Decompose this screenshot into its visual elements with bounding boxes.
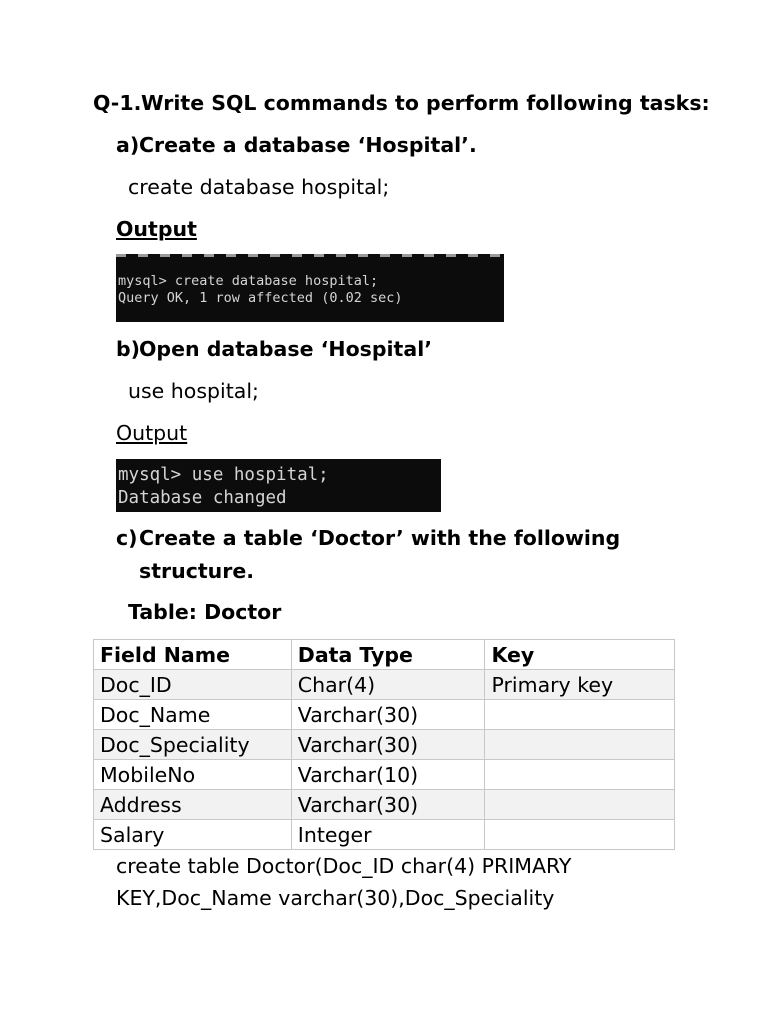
task-c-title-line1: Create a table ‘Doctor’ with the following xyxy=(139,526,621,550)
table-cell: Doc_ID xyxy=(94,670,292,700)
task-c-title-line2: structure. xyxy=(139,559,255,583)
table-cell xyxy=(485,790,675,820)
table-cell: Doc_Speciality xyxy=(94,730,292,760)
table-cell: Varchar(30) xyxy=(291,730,485,760)
table-cell: MobileNo xyxy=(94,760,292,790)
table-cell xyxy=(485,760,675,790)
table-row xyxy=(94,730,675,760)
task-a-title: Create a database ‘Hospital’. xyxy=(139,133,477,157)
task-a-label: a) xyxy=(116,133,140,157)
task-a-output-label: Output xyxy=(116,217,197,241)
table-cell: Address xyxy=(94,790,292,820)
table-cell xyxy=(485,700,675,730)
task-a-terminal-output xyxy=(116,254,504,322)
create-table-command-line1: create table Doctor(Doc_ID char(4) PRIMARY xyxy=(116,854,572,878)
task-a-command: create database hospital; xyxy=(128,175,390,199)
question-text: Write SQL commands to perform following tasks: xyxy=(141,91,710,115)
table-cell xyxy=(485,820,675,850)
task-b-command: use hospital; xyxy=(128,379,259,403)
column-header: Data Type xyxy=(291,640,485,670)
table-cell: Doc_Name xyxy=(94,700,292,730)
terminal-line: Query OK, 1 row affected (0.02 sec) xyxy=(118,290,403,306)
table-cell: Varchar(30) xyxy=(291,790,485,820)
column-header: Field Name xyxy=(94,640,292,670)
table-cell: Integer xyxy=(291,820,485,850)
table-row xyxy=(94,790,675,820)
table-cell: Primary key xyxy=(485,670,675,700)
task-c-label: c) xyxy=(116,526,138,550)
table-cell xyxy=(485,730,675,760)
terminal-line: mysql> create database hospital; xyxy=(118,273,379,289)
table-cell: Varchar(10) xyxy=(291,760,485,790)
task-b-title: Open database ‘Hospital’ xyxy=(139,337,433,361)
table-row xyxy=(94,700,675,730)
table-cell: Char(4) xyxy=(291,670,485,700)
table-cell: Varchar(30) xyxy=(291,700,485,730)
terminal-line: mysql> use hospital; xyxy=(118,465,329,485)
task-b-terminal-output xyxy=(116,459,441,512)
question-number: Q-1. xyxy=(93,91,142,115)
table-header-row xyxy=(94,640,675,670)
table-row xyxy=(94,820,675,850)
table-cell: Salary xyxy=(94,820,292,850)
doctor-structure-table xyxy=(93,639,675,850)
task-b-output-label: Output xyxy=(116,421,188,445)
task-b-label: b) xyxy=(116,337,141,361)
table-row xyxy=(94,760,675,790)
column-header: Key xyxy=(485,640,675,670)
table-row xyxy=(94,670,675,700)
terminal-line: Database changed xyxy=(118,488,287,508)
terminal-crop-edge xyxy=(116,254,504,257)
create-table-command-line2: KEY,Doc_Name varchar(30),Doc_Speciality xyxy=(116,886,555,910)
table-caption: Table: Doctor xyxy=(128,600,282,624)
